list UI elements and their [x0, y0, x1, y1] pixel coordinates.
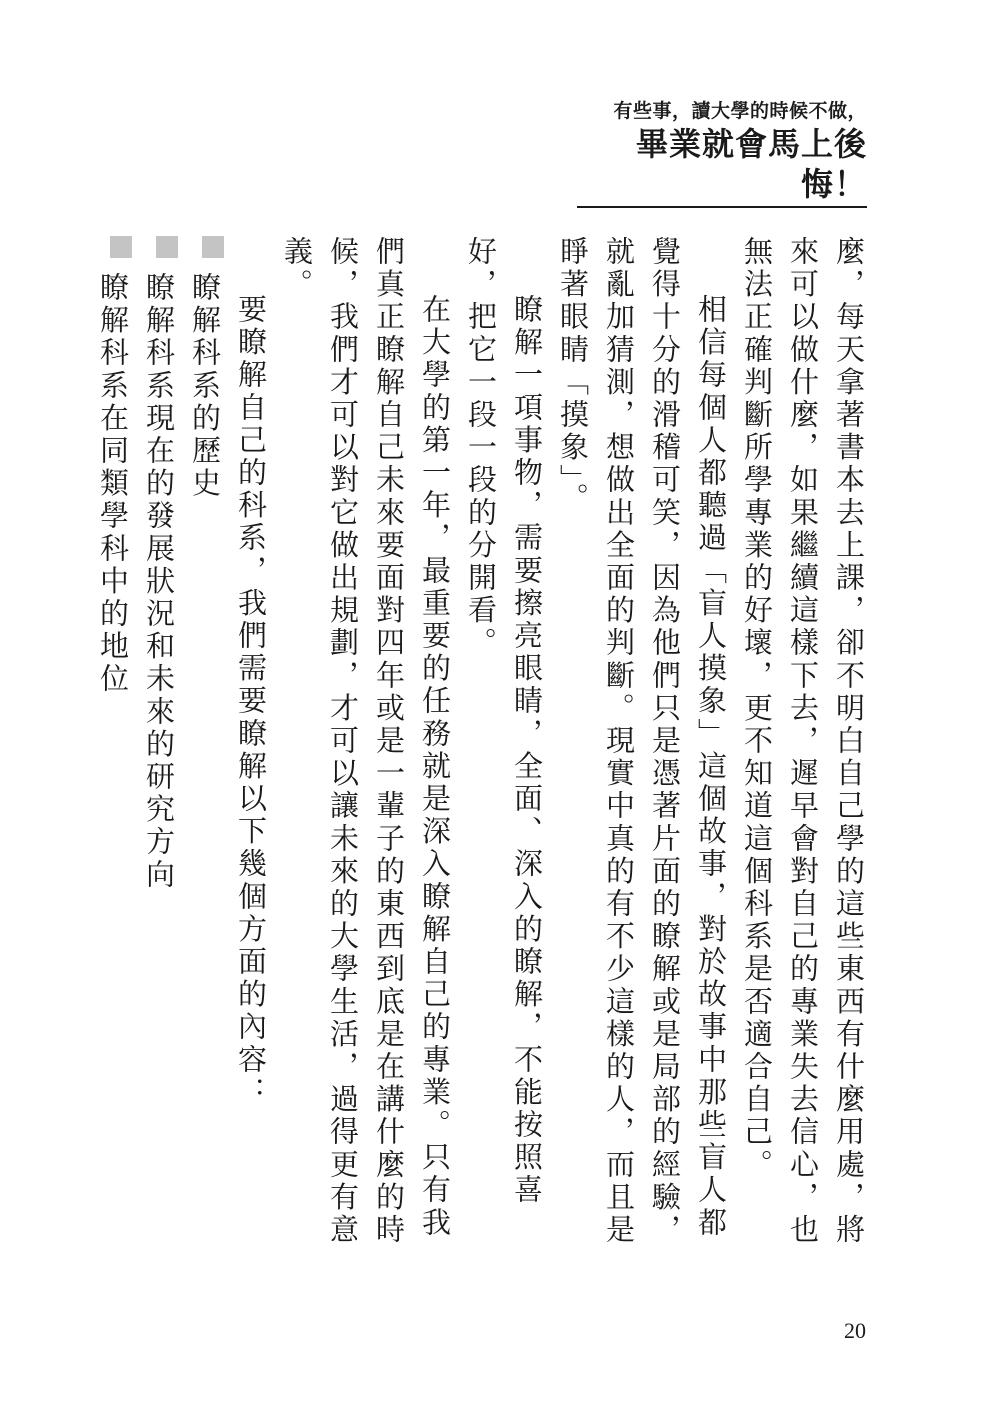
- vertical-body-text: [90, 236, 872, 1256]
- paragraph-continued: 麼，每天拿著書本去上課，卻不明白自己學的這些東西有什麼用處，將來可以做什麼，如果繼續這樣下去，遲早會對自己的專業失去信心，也無法正確判斷所學專業的好壞，更不知道這個科系是否適合自己。: [740, 236, 866, 1247]
- bullet-list: [90, 236, 228, 1256]
- running-header: [577, 100, 867, 208]
- list-item-text: 瞭解科系在同類學科中的地位: [96, 272, 130, 696]
- list-item: [182, 236, 228, 1256]
- paragraph-understanding: 瞭解一項事物，需要擦亮眼睛，全面、深入的瞭解，不能按照喜好，把它一段一段的分開看。: [464, 236, 544, 1207]
- paragraph-list-intro: 要瞭解自己的科系，我們需要瞭解以下幾個方面的內容：: [234, 294, 268, 1109]
- page-number: 20: [844, 1318, 866, 1343]
- paragraph-first-year: 在大學的第一年，最重要的任務就是深入瞭解自己的專業。只有我們真正瞭解自己未來要面對四年或是一輩子的東西到底是在講什麼的時候，我們才可以對它做出規劃，才可以讓未來的大學生活，過得更有意義。: [280, 236, 452, 1247]
- header-title: 畢業就會馬上後悔！: [635, 126, 867, 202]
- square-bullet-icon: [202, 236, 224, 258]
- list-item-text: 瞭解科系現在的發展狀況和未來的研究方向: [142, 272, 176, 892]
- list-item: [90, 236, 136, 1256]
- header-underline: [577, 206, 867, 208]
- paragraph-blind-men-elephant: 相信每個人都聽過「盲人摸象」這個故事，對於故事中那些盲人都覺得十分的滑稽可笑，因為他們只是憑著片面的瞭解或是局部的經驗，就亂加猜測，想做出全面的判斷。現實中真的有不少這樣的人，而且是睜著眼睛「摸象」。: [556, 236, 728, 1247]
- list-item-text: 瞭解科系的歷史: [188, 272, 222, 501]
- header-subtitle: 有些事，讀大學的時候不做，: [613, 101, 867, 122]
- square-bullet-icon: [156, 236, 178, 258]
- square-bullet-icon: [110, 236, 132, 258]
- list-item: [136, 236, 182, 1256]
